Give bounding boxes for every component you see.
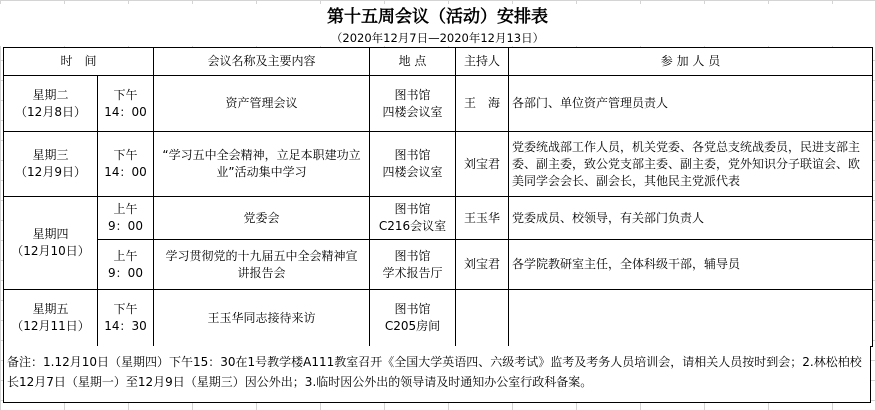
date-label: （12月11日）: [11, 319, 90, 333]
attendees-cell: [509, 290, 873, 347]
location-room: C205房间: [384, 319, 441, 333]
content-cell: “学习五中全会精神，立足本职建功立业”活动集中学习: [154, 132, 370, 197]
header-location: 地 点: [370, 48, 456, 76]
table-row: [4, 290, 873, 347]
attendees-cell: 各部门、单位资产管理员责人: [509, 76, 873, 132]
period-label: 下午: [113, 148, 138, 162]
location-building: 图书馆: [394, 302, 431, 316]
date-label: （12月10日）: [11, 244, 90, 258]
day-label: 星期五: [32, 302, 69, 316]
host-cell: 刘宝君: [456, 240, 509, 290]
host-cell: 王 海: [456, 76, 509, 132]
time-label: 9：00: [108, 265, 143, 280]
attendees-cell: 党委统战部工作人员，机关党委、各党总支统战委员，民进支部主委、副主委，致公党支部主委、副主委，党外知识分子联谊会、欧美同学会会长、副会长，其他民主党派代表: [509, 132, 873, 197]
attendees-cell: 党委成员、校领导，有关部门负责人: [509, 197, 873, 240]
location-room: C216会议室: [378, 219, 447, 233]
location-cell: [370, 197, 456, 240]
table-row: [4, 132, 873, 197]
period-label: 上午: [113, 202, 138, 216]
date-label: （12月8日）: [15, 104, 86, 119]
location-room: 四楼会议室: [382, 165, 443, 179]
time-label: 14：00: [104, 165, 147, 179]
remarks-note: 备注：1.12月10日（星期四）下午15：30在1号教学楼A111教室召开《全国大学英语四、六级考试》监考及考务人员培训会，请相关人员按时到会；2.林松柏校长12月7日（星期一）至12月9日（星期三）因公外出；3.临时因公外出的领导请及时通知办公室行政科备案。: [3, 346, 871, 403]
table-row: [4, 197, 873, 240]
content-cell: 党委会: [154, 197, 370, 240]
day-label: 星期三: [32, 148, 69, 162]
location-building: 图书馆: [394, 248, 431, 263]
day-cell: [4, 290, 98, 347]
host-cell: 王玉华: [456, 197, 509, 240]
table-row: [4, 240, 873, 290]
location-cell: [370, 240, 456, 290]
location-cell: [370, 76, 456, 132]
time-label: 14：30: [104, 319, 147, 333]
time-cell: [98, 197, 154, 240]
table-row: [4, 76, 873, 132]
location-room: 四楼会议室: [382, 104, 443, 119]
content-cell: 资产管理会议: [154, 76, 370, 132]
period-label: 下午: [113, 87, 138, 102]
location-room: 学术报告厅: [382, 265, 443, 280]
day-cell: [4, 132, 98, 197]
period-label: 下午: [113, 302, 138, 316]
location-building: 图书馆: [394, 87, 431, 102]
day-label: 星期二: [32, 87, 69, 102]
time-cell: [98, 132, 154, 197]
date-label: （12月9日）: [15, 165, 86, 179]
host-cell: 刘宝君: [456, 132, 509, 197]
host-cell: [456, 290, 509, 347]
header-host: 主持人: [456, 48, 509, 76]
location-cell: [370, 132, 456, 197]
attendees-cell: 各学院教研室主任，全体科级干部，辅导员: [509, 240, 873, 290]
time-label: 14：00: [104, 104, 147, 119]
header-content: 会议名称及主要内容: [154, 48, 370, 76]
location-cell: [370, 290, 456, 347]
date-range: （2020年12月7日—2020年12月13日）: [0, 30, 875, 46]
content-cell: 王玉华同志接待来访: [154, 290, 370, 347]
day-cell: [4, 76, 98, 132]
header-attendees: 参 加 人 员: [509, 48, 873, 76]
period-label: 上午: [113, 248, 138, 263]
day-label: 星期四: [32, 227, 69, 241]
time-cell: [98, 290, 154, 347]
content-cell: 学习贯彻党的十九届五中全会精神宣讲报告会: [154, 240, 370, 290]
time-cell: [98, 240, 154, 290]
day-cell: [4, 197, 98, 290]
location-building: 图书馆: [394, 202, 431, 216]
sheet-title: 第十五周会议（活动）安排表: [0, 4, 875, 30]
time-cell: [98, 76, 154, 132]
location-building: 图书馆: [394, 148, 431, 162]
header-row: [4, 48, 873, 76]
schedule-table: [3, 47, 873, 347]
time-label: 9：00: [108, 219, 143, 233]
header-time: 时 间: [4, 48, 154, 76]
